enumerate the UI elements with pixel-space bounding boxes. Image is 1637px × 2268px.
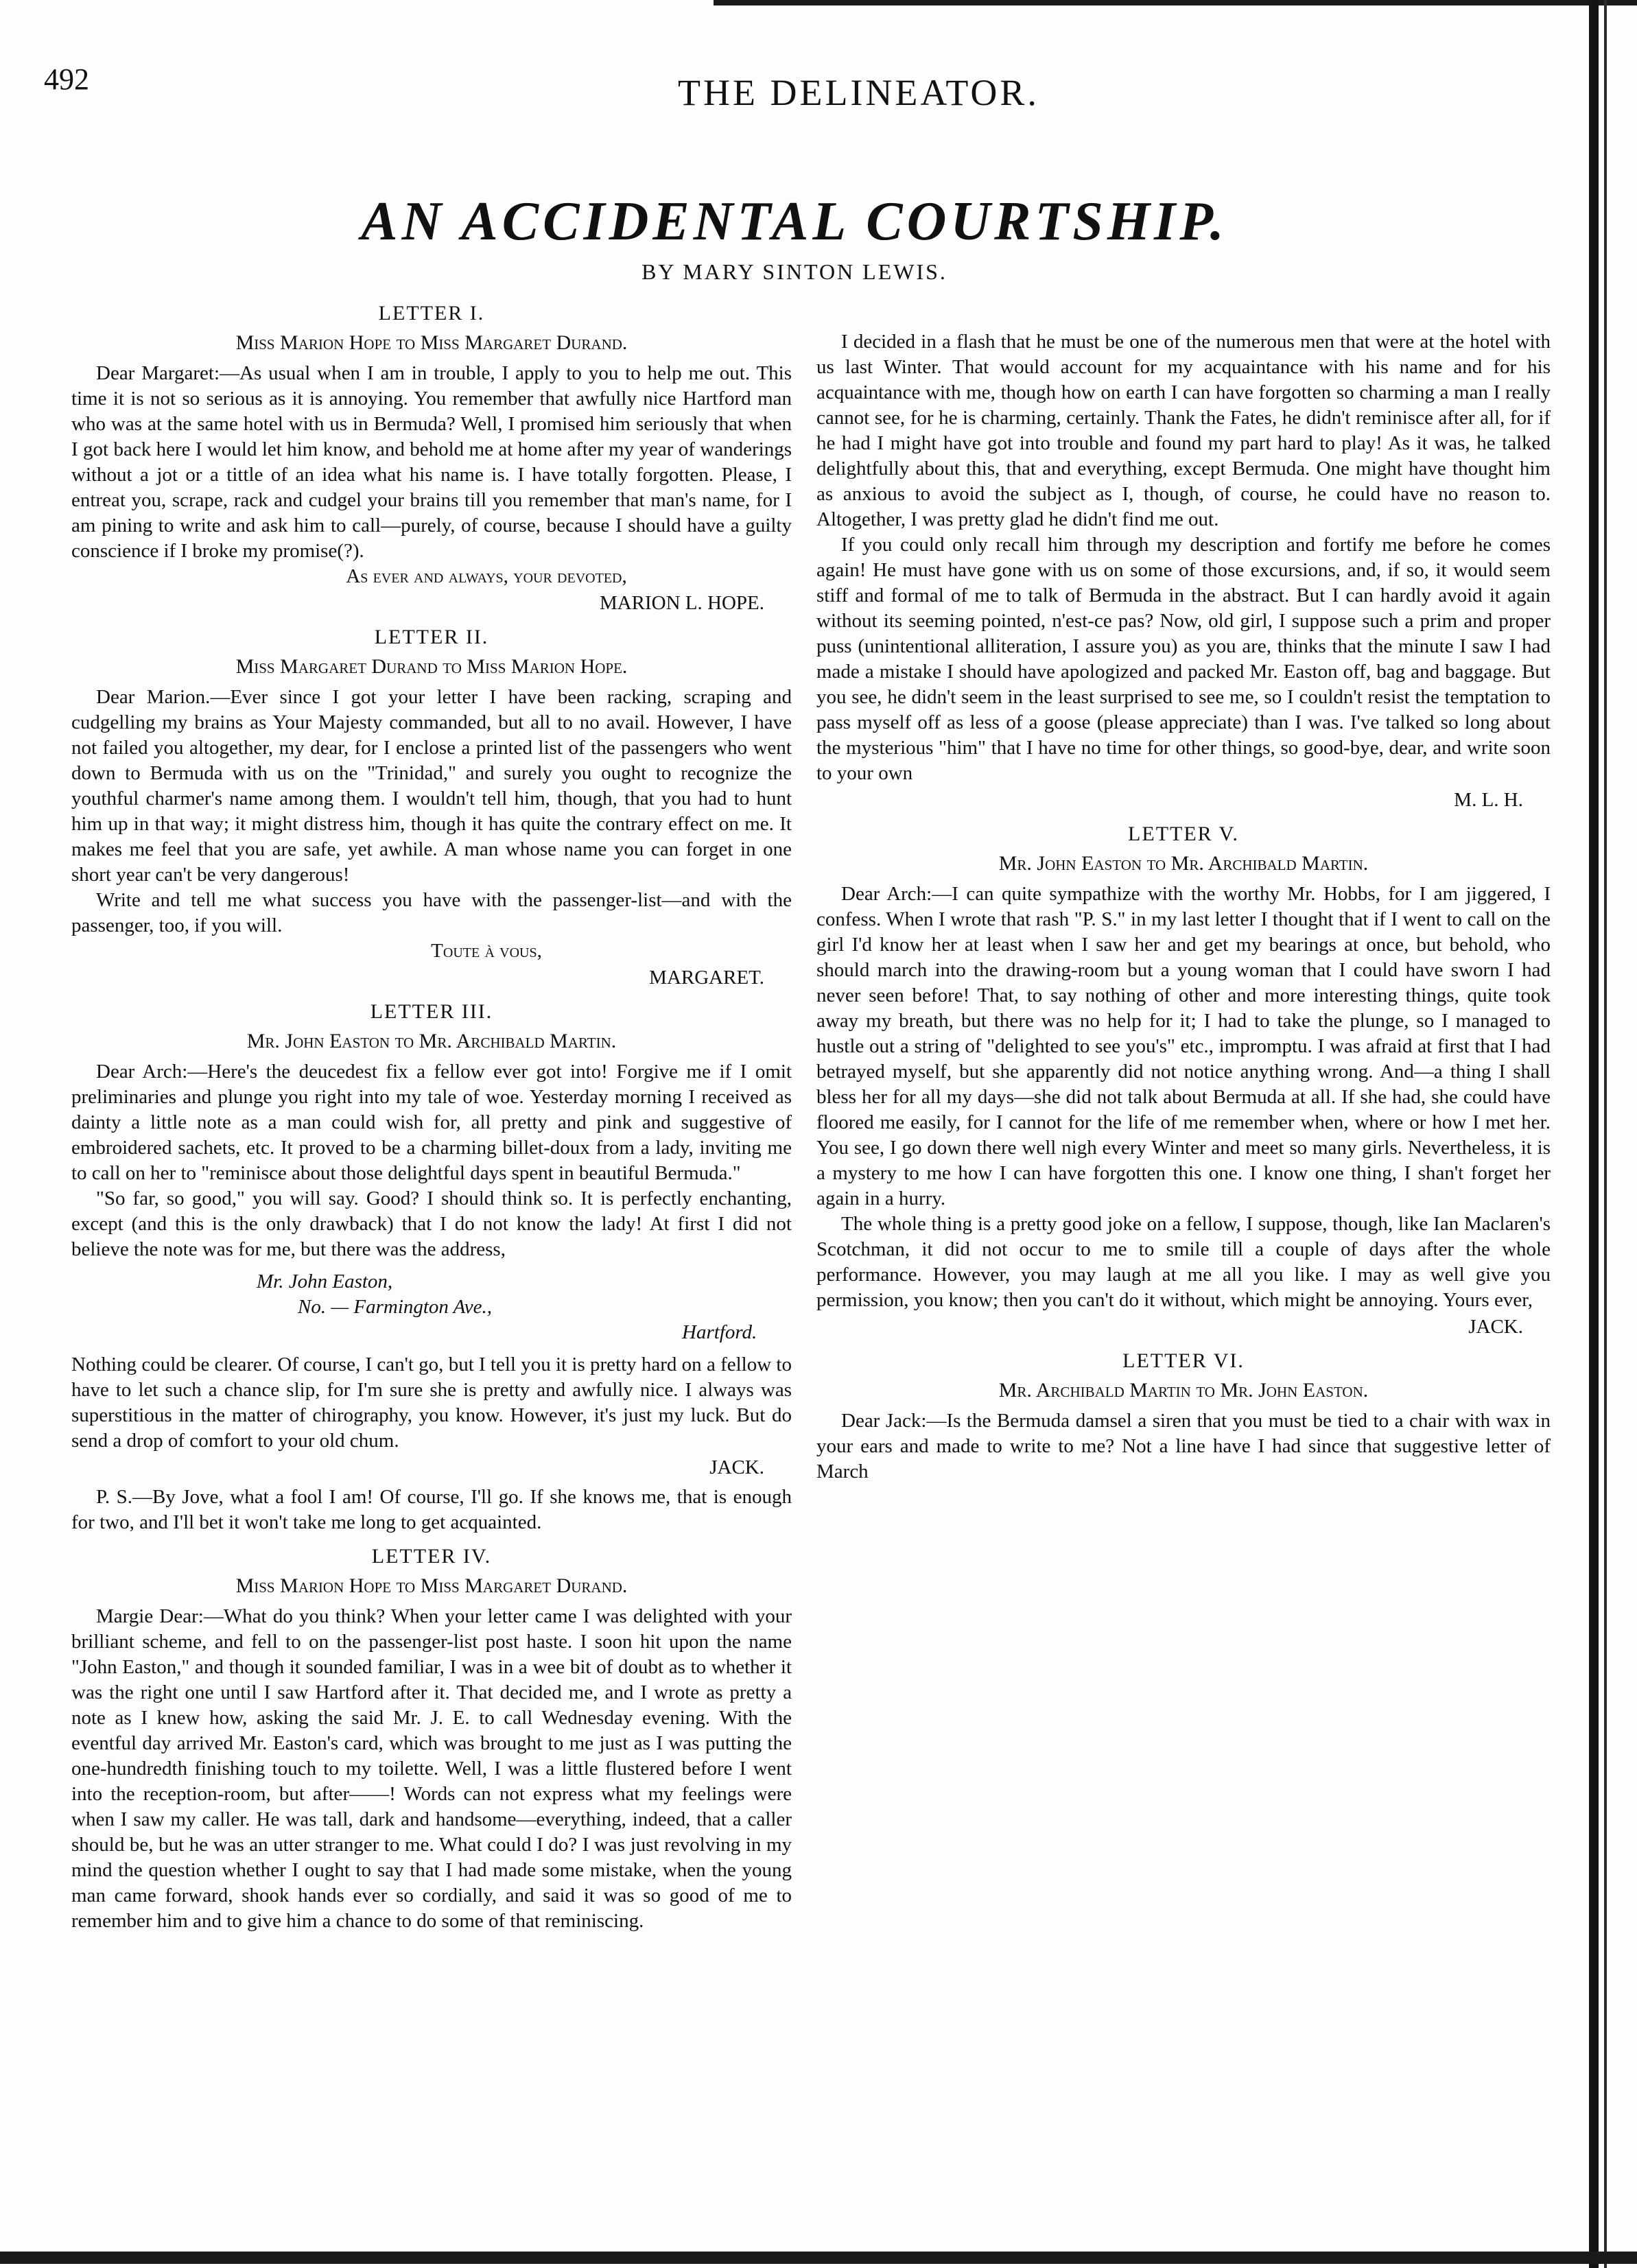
letter-3-heading: LETTER III. xyxy=(370,1000,493,1023)
letter-2-heading: LETTER II. xyxy=(374,626,489,648)
right-border-rule xyxy=(1589,0,1599,2268)
letter-3-body: Dear Arch:—Here's the deucedest fix a fellow ever got into! Forgive me if I omit preliminaries and plunge you right into my tale of woe. Yesterday morning I received as dainty a little note as a man could wish for, all pretty and pink and suggestive of embroidered sachets, etc. It proved to be a charming billet-doux from a lady, inviting me to call on her to "reminisce about those delightful days spent in beautiful Bermuda." xyxy=(71,1061,792,1184)
article-title: AN ACCIDENTAL COURTSHIP. xyxy=(361,191,1228,252)
address-line-1: Mr. John Easton, xyxy=(257,1271,393,1292)
letter-3-signature: JACK. xyxy=(709,1456,764,1478)
address-line-3: Hartford. xyxy=(682,1321,757,1343)
address-line-2: No. — Farmington Ave., xyxy=(298,1296,493,1318)
page-number: 492 xyxy=(44,62,89,96)
article-byline: BY MARY SINTON LEWIS. xyxy=(641,259,947,284)
letter-3-body-3: Nothing could be clearer. Of course, I can't go, but I tell you it is pretty hard on a fellow to have to let such a chance slip, for I'm sure she is pretty and awfully nice. I always was superstitious in the matter of chirography, you know. However, it's just my luck. But do send a drop of comfort to your old chum. xyxy=(71,1354,792,1452)
letter-6-heading: LETTER VI. xyxy=(1122,1349,1245,1372)
running-title: THE DELINEATOR. xyxy=(678,72,1039,113)
letter-3-subheading: Mr. John Easton to Mr. Archibald Martin. xyxy=(246,1030,617,1052)
letter-2-subheading: Miss Margaret Durand to Miss Marion Hope. xyxy=(235,655,628,678)
letter-4-body: Margie Dear:—What do you think? When your letter came I was delighted with your brilliant scheme, and fell to on the passenger-list post haste. I soon hit upon the name "John Easton," and though it sounded familiar, I was in a wee bit of doubt as to whether it was the right one until I saw Hartford after it. That decided me, and I wrote as pretty a note as I knew how, asking the said Mr. J. E. to call Wednesday evening. With the eventful day arrived Mr. Easton's card, which was brought to me just as I was putting the one-hundredth finishing touch to my toilette. Well, I was a little flustered before I went into the reception-room, but after——! Words can not express what my feelings were when I saw my caller. He was tall, dark and handsome—everything, indeed, that a caller should be, but he was an utter stranger to me. What could I do? I was just revolving in my mind the question whether I ought to say that I had made some mistake, when the young man came forward, shook hands ever so cordially, and said it was so good of me to remember him and to give him a chance to do some of that reminiscing. xyxy=(71,1605,792,1932)
letter-5-body: Dear Arch:—I can quite sympathize with the worthy Mr. Hobbs, for I am jiggered, I confess. When I wrote that rash "P. S." in my last letter I thought that if I went to call on the girl I'd know her at least when I saw her and get my bearings at once, but behold, who should march into the drawing-room but a young woman that I could have sworn I had never seen before! That, to say nothing of other and more interesting things, quite took away my breath, but there was no help for it; I had to take the plunge, so I managed to hustle out a string of "delighted to see you's" etc., impromptu. I was afraid at first that I had betrayed myself, but she apparently did not notice anything wrong. And—a thing I shall bless her for all my days—she did not talk about Bermuda at all. If she had, she could have floored me easily, for I cannot for the life of me remember when, where or how I met her. You see, I go down there well nigh every Winter and meet so many girls. Nevertheless, it is a mystery to me how I can have forgotten this one. I know one thing, I shan't forget her again in a hurry. xyxy=(816,883,1551,1209)
letter-2-closing: Toute à vous, xyxy=(431,940,542,962)
letter-4-subheading: Miss Marion Hope to Miss Margaret Durand. xyxy=(235,1574,628,1597)
letter-1-subheading: Miss Marion Hope to Miss Margaret Durand. xyxy=(235,331,628,354)
letter-5-subheading: Mr. John Easton to Mr. Archibald Martin. xyxy=(998,852,1369,875)
right-column xyxy=(816,329,1551,1485)
right-border-rule-thin xyxy=(1604,0,1607,2268)
letter-4-heading: LETTER IV. xyxy=(371,1545,492,1568)
left-column xyxy=(71,292,792,1932)
letter-1-closing: As ever and always, your devoted, xyxy=(346,565,627,587)
letter-4-body-3: If you could only recall him through my description and fortify me before he comes again! He must have gone with us on some of those excursions, and, if so, it would seem stiff and formal of me to talk of Bermuda in the abstract. But I can hardly avoid it again without its seeming pointed, n'est-ce pas? Now, old girl, I suppose such a prim and proper puss (unintentional alliteration, I assure you) as you are, thinks that the minute I saw I had made a mistake I should have apologized and packed Mr. Easton off, bag and baggage. But you see, he didn't seem in the least surprised to see me, so I couldn't resist the temptation to pass myself off as less of a goose (please appreciate) than I was. I've talked so long about the mysterious "him" that I have no time for other things, so good-bye, dear, and write soon to your own xyxy=(816,534,1551,784)
letter-5-body-2: The whole thing is a pretty good joke on a fellow, I suppose, though, like Ian Maclaren's Scotchman, it did not occur to me to smile till a couple of days after the whole performance. However, you may laugh at me all you like. I may as well give you permission, you know; then you can't do it without, which might be annoying. Yours ever, xyxy=(816,1213,1551,1311)
letter-2-signature: MARGARET. xyxy=(649,967,764,989)
letter-6-body: Dear Jack:—Is the Bermuda damsel a siren that you must be tied to a chair with wax in your ears and made to write to me? Not a line have I had since that suggestive letter of March xyxy=(816,1410,1551,1483)
letter-5-signature: JACK. xyxy=(1468,1316,1523,1338)
top-border-rule xyxy=(714,0,1637,5)
letter-6-subheading: Mr. Archibald Martin to Mr. John Easton. xyxy=(998,1379,1369,1402)
letter-3-body-2: "So far, so good," you will say. Good? I should think so. It is perfectly enchanting, except (and this is the only drawback) that I do not know the lady! At first I did not believe the note was for me, but there was the address, xyxy=(71,1188,792,1260)
bottom-border-rule xyxy=(0,2252,1637,2264)
letter-1-body: Dear Margaret:—As usual when I am in trouble, I apply to you to help me out. This time it is not so serious as it is annoying. You remember that awfully nice Hartford man who was at the same hotel with us in Bermuda? Well, I promised him seriously that when I got back here I would let him know, and behold me at home after my year of wanderings without a jot or a tittle of an idea what his name is. I have totally forgotten. Please, I entreat you, scrape, rack and cudgel your brains till you remember that man's name, for I am pining to write and ask him to call—purely, of course, because I should have a guilty conscience if I broke my promise(?). xyxy=(71,362,792,562)
letter-3-postscript: P. S.—By Jove, what a fool I am! Of course, I'll go. If she knows me, that is enough for two, and I'll bet it won't take me long to get acquainted. xyxy=(71,1486,792,1533)
letter-1-signature: MARION L. HOPE. xyxy=(599,592,764,614)
letter-3-address xyxy=(71,1269,792,1345)
letter-4-body-2: I decided in a flash that he must be one of the numerous men that were at the hotel with us last Winter. That would account for my acquaintance with his name and for his acquaintance with me, though how on earth I can have forgotten so charming a man I really cannot see, for he is charming, certainly. Thank the Fates, he didn't reminisce after all, for if he had I might have got into trouble and found my part hard to play! As it was, he talked delightfully about this, that and everything, except Bermuda. One might have thought him as anxious to avoid the subject as I, though, of course, he could have no reason to. Altogether, I was pretty glad he didn't find me out. xyxy=(816,331,1551,530)
letter-4-signature: M. L. H. xyxy=(1454,789,1523,811)
letter-2-body: Dear Marion.—Ever since I got your letter I have been racking, scraping and cudgelling my brains as Your Majesty commanded, but all to no avail. However, I have not failed you altogether, my dear, for I enclose a printed list of the passengers who went down to Bermuda with us on the "Trinidad," and surely you ought to recognize the youthful charmer's name among them. I wouldn't tell him, though, that you had to hunt him up in that way; it might distress him, though it has quite the contrary effect on me. It makes me feel that you are safe, yet awhile. A man whose name you can forget in one short year can't be very dangerous! xyxy=(71,686,792,886)
letter-1-heading: LETTER I. xyxy=(378,302,485,324)
letter-2-body-2: Write and tell me what success you have with the passenger-list—and with the passenger, too, if you will. xyxy=(71,889,792,936)
letter-5-heading: LETTER V. xyxy=(1128,823,1239,845)
